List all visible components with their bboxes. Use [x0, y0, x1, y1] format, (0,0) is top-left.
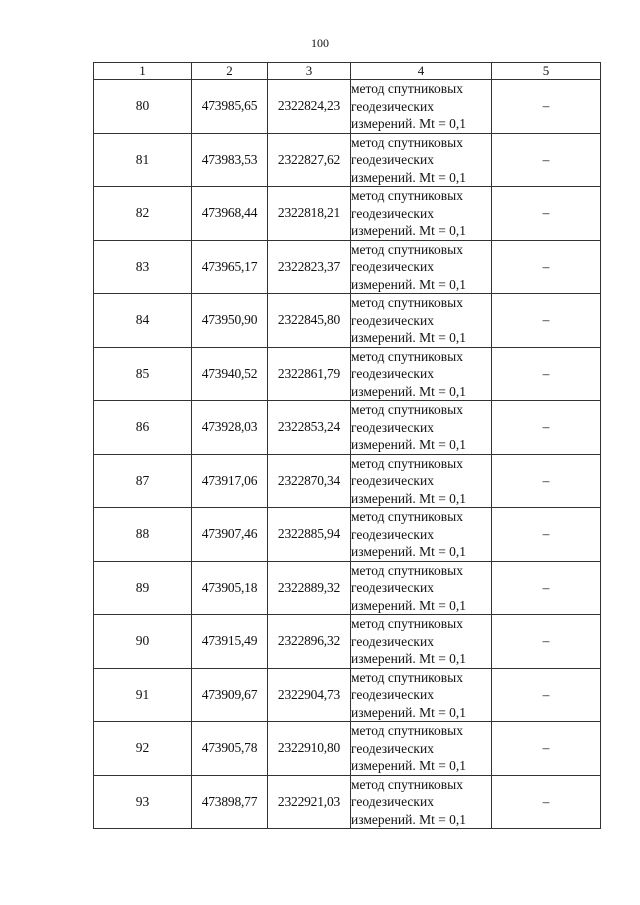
header-col-1: 1 [94, 63, 192, 80]
x-coordinate-cell: 473905,18 [192, 561, 268, 615]
point-number-cell: 84 [94, 294, 192, 348]
method-line: метод спутниковых [351, 402, 463, 417]
table-body [94, 80, 601, 829]
table-row [94, 401, 601, 455]
point-number-cell: 85 [94, 347, 192, 401]
point-number-cell: 90 [94, 615, 192, 669]
table-row [94, 508, 601, 562]
table-header-row [94, 63, 601, 80]
header-col-4: 4 [351, 63, 492, 80]
table-row [94, 294, 601, 348]
header-col-5: 5 [492, 63, 601, 80]
method-cell [351, 561, 492, 615]
method-line: измерений. Mt = 0,1 [351, 116, 467, 131]
y-coordinate-cell: 2322889,32 [268, 561, 351, 615]
point-number-cell: 83 [94, 240, 192, 294]
x-coordinate-cell: 473909,67 [192, 668, 268, 722]
method-line: метод спутниковых [351, 455, 463, 471]
x-coordinate-cell: 473905,78 [192, 722, 268, 776]
method-cell [351, 508, 492, 562]
note-cell: – [492, 240, 601, 294]
x-coordinate-cell: 473917,06 [192, 454, 268, 508]
method-line: геодезических [351, 98, 434, 114]
method-line: измерений. Mt = 0,1 [351, 383, 467, 399]
method-line: измерений. Mt = 0,1 [351, 704, 467, 720]
note-cell: – [492, 80, 601, 134]
x-coordinate-cell: 473983,53 [192, 133, 268, 187]
point-number-cell: 88 [94, 508, 192, 562]
note-cell: – [492, 347, 601, 401]
table-row [94, 668, 601, 722]
method-line: измерений. Mt = 0,1 [351, 758, 467, 773]
point-number-cell: 91 [94, 668, 192, 722]
table-row [94, 722, 601, 776]
x-coordinate-cell: 473985,65 [192, 80, 268, 134]
method-line: геодезических [351, 687, 434, 702]
method-line: измерений. Mt = 0,1 [351, 169, 467, 185]
method-line: метод спутниковых [351, 81, 463, 96]
method-line: геодезических [351, 633, 434, 649]
y-coordinate-cell: 2322885,94 [268, 508, 351, 562]
table-row [94, 240, 601, 294]
method-line: измерений. Mt = 0,1 [351, 223, 467, 238]
table-row [94, 80, 601, 134]
method-line: геодезических [351, 312, 434, 328]
x-coordinate-cell: 473940,52 [192, 347, 268, 401]
point-number-cell: 82 [94, 187, 192, 241]
method-line: измерений. Mt = 0,1 [351, 597, 467, 613]
x-coordinate-cell: 473965,17 [192, 240, 268, 294]
table-row [94, 775, 601, 829]
method-line: метод спутниковых [351, 295, 463, 310]
table-row [94, 454, 601, 508]
method-line: измерений. Mt = 0,1 [351, 490, 467, 506]
y-coordinate-cell: 2322827,62 [268, 133, 351, 187]
method-line: метод спутниковых [351, 562, 463, 578]
table-row [94, 561, 601, 615]
note-cell: – [492, 615, 601, 669]
x-coordinate-cell: 473928,03 [192, 401, 268, 455]
table-row [94, 347, 601, 401]
y-coordinate-cell: 2322818,21 [268, 187, 351, 241]
y-coordinate-cell: 2322921,03 [268, 775, 351, 829]
note-cell: – [492, 187, 601, 241]
note-cell: – [492, 668, 601, 722]
method-line: геодезических [351, 794, 434, 809]
method-line: метод спутниковых [351, 509, 463, 524]
method-cell [351, 775, 492, 829]
point-number-cell: 89 [94, 561, 192, 615]
note-cell: – [492, 722, 601, 776]
method-cell [351, 401, 492, 455]
y-coordinate-cell: 2322824,23 [268, 80, 351, 134]
method-cell [351, 454, 492, 508]
method-line: геодезических [351, 152, 434, 167]
y-coordinate-cell: 2322904,73 [268, 668, 351, 722]
point-number-cell: 93 [94, 775, 192, 829]
method-line: геодезических [351, 419, 434, 435]
method-line: метод спутниковых [351, 134, 463, 150]
method-line: метод спутниковых [351, 348, 463, 364]
y-coordinate-cell: 2322845,80 [268, 294, 351, 348]
y-coordinate-cell: 2322910,80 [268, 722, 351, 776]
point-number-cell: 81 [94, 133, 192, 187]
method-line: метод спутниковых [351, 669, 463, 685]
coordinates-table [93, 62, 601, 829]
method-line: геодезических [351, 205, 434, 221]
method-line: измерений. Mt = 0,1 [351, 330, 467, 345]
method-line: геодезических [351, 366, 434, 381]
note-cell: – [492, 133, 601, 187]
method-cell [351, 722, 492, 776]
page-number: 100 [311, 36, 329, 50]
note-cell: – [492, 561, 601, 615]
header-col-2: 2 [192, 63, 268, 80]
note-cell: – [492, 294, 601, 348]
method-cell [351, 615, 492, 669]
method-line: измерений. Mt = 0,1 [351, 651, 467, 666]
method-line: геодезических [351, 580, 434, 595]
method-line: метод спутниковых [351, 723, 463, 738]
note-cell: – [492, 454, 601, 508]
method-line: измерений. Mt = 0,1 [351, 437, 467, 452]
point-number-cell: 80 [94, 80, 192, 134]
note-cell: – [492, 508, 601, 562]
method-line: метод спутниковых [351, 188, 463, 203]
method-cell [351, 240, 492, 294]
header-col-3: 3 [268, 63, 351, 80]
point-number-cell: 92 [94, 722, 192, 776]
method-cell [351, 187, 492, 241]
method-line: метод спутниковых [351, 241, 463, 257]
table-row [94, 615, 601, 669]
method-line: измерений. Mt = 0,1 [351, 544, 467, 559]
point-number-cell: 86 [94, 401, 192, 455]
x-coordinate-cell: 473898,77 [192, 775, 268, 829]
method-line: геодезических [351, 259, 434, 274]
method-cell [351, 80, 492, 134]
x-coordinate-cell: 473968,44 [192, 187, 268, 241]
y-coordinate-cell: 2322853,24 [268, 401, 351, 455]
y-coordinate-cell: 2322870,34 [268, 454, 351, 508]
method-line: измерений. Mt = 0,1 [351, 276, 467, 292]
table-row [94, 187, 601, 241]
note-cell: – [492, 401, 601, 455]
method-line: измерений. Mt = 0,1 [351, 811, 467, 827]
method-line: метод спутниковых [351, 776, 463, 792]
point-number-cell: 87 [94, 454, 192, 508]
y-coordinate-cell: 2322823,37 [268, 240, 351, 294]
y-coordinate-cell: 2322896,32 [268, 615, 351, 669]
x-coordinate-cell: 473950,90 [192, 294, 268, 348]
method-cell [351, 294, 492, 348]
table-row [94, 133, 601, 187]
method-line: геодезических [351, 473, 434, 488]
y-coordinate-cell: 2322861,79 [268, 347, 351, 401]
x-coordinate-cell: 473907,46 [192, 508, 268, 562]
method-cell [351, 668, 492, 722]
method-cell [351, 347, 492, 401]
method-line: метод спутниковых [351, 616, 463, 631]
x-coordinate-cell: 473915,49 [192, 615, 268, 669]
method-line: геодезических [351, 526, 434, 542]
method-cell [351, 133, 492, 187]
note-cell: – [492, 775, 601, 829]
method-line: геодезических [351, 740, 434, 756]
